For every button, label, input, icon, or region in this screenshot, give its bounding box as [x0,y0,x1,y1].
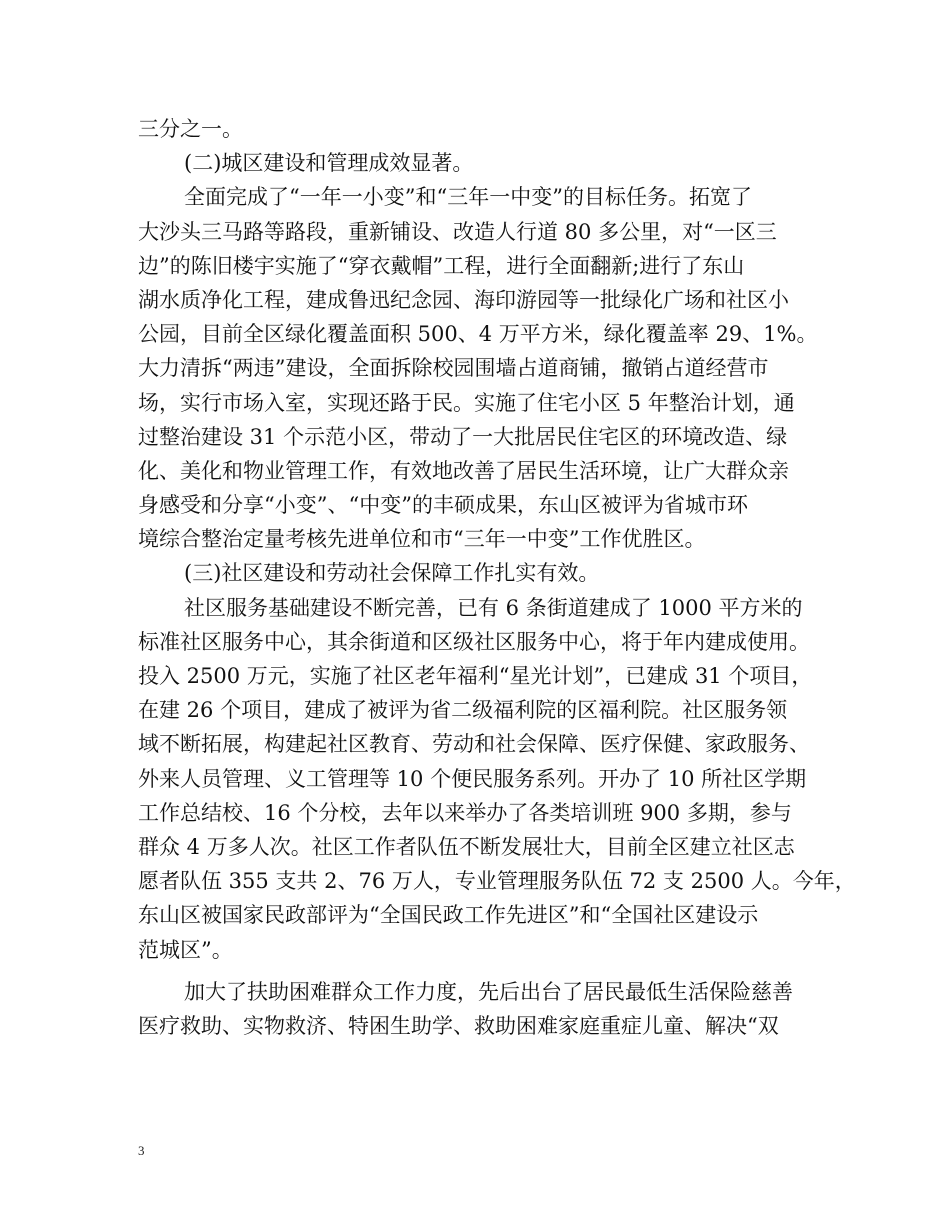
text-line: 加大了扶助困难群众工作力度，先后出台了居民最低生活保险慈善 [184,979,793,1004]
text-line: 标准社区服务中心，其余街道和区级社区服务中心，将于年内建成使用。 [138,629,810,654]
text-line: 医疗救助、实物救济、特困生助学、救助困难家庭重症儿童、解决“双 [138,1013,779,1038]
text-line: 外来人员管理、义工管理等 10 个便民服务系列。开办了 10 所社区学期 [138,766,807,791]
text-line: 边”的陈旧楼宇实施了“穿衣戴帽”工程，进行全面翻新;进行了东山 [138,253,745,278]
text-line: 域不断拓展，构建起社区教育、劳动和社会保障、医疗保健、家政服务、 [138,732,810,757]
text-line: 湖水质净化工程，建成鲁迅纪念园、海印游园等一批绿化广场和社区小 [138,287,789,312]
text-line: 场，实行市场入室，实现还路于民。实施了住宅小区 5 年整治计划，通 [138,390,795,415]
section-heading-3: (三)社区建设和劳动社会保障工作扎实有效。 [184,561,600,586]
text-line: 愿者队伍 355 支共 2、76 万人，专业管理服务队伍 72 支 2500 人。今年， [138,869,856,894]
section-heading-2: (二)城区建设和管理成效显著。 [184,151,474,176]
text-line: 社区服务基础建设不断完善，已有 6 条街道建成了 1000 平方米的 [184,595,803,620]
page-number: 3 [138,1143,145,1158]
text-line: 在建 26 个项目，建成了被评为省二级福利院的区福利院。社区服务领 [138,698,788,723]
text-line: 大沙头三马路等路段，重新铺设、改造人行道 80 多公里，对“一区三 [138,219,777,244]
text-line: 身感受和分享“小变”、“中变”的丰硕成果，东山区被评为省城市环 [138,493,748,518]
text-line: 工作总结校、16 个分校，去年以来举办了各类培训班 900 多期，参与 [138,800,792,825]
document-body [138,112,856,1043]
text-line: 大力清拆“两违”建设，全面拆除校园围墙占道商铺，撤销占道经营市 [138,356,769,381]
text-line: 东山区被国家民政部评为“全国民政工作先进区”和“全国社区建设示 [138,903,759,928]
text-line: 群众 4 万多人次。社区工作者队伍不断发展壮大，目前全区建立社区志 [138,834,795,859]
text-line: 投入 2500 万元，实施了社区老年福利“星光计划”，已建成 31 个项目， [138,664,813,688]
text-line: 范城区”。 [138,937,233,962]
text-line: 过整治建设 31 个示范小区，带动了一大批居民住宅区的环境改造、绿 [138,424,788,449]
text-line: 境综合整治定量考核先进单位和市“三年一中变”工作优胜区。 [138,527,706,552]
text-line: 化、美化和物业管理工作，有效地改善了居民生活环境，让广大群众亲 [138,458,789,483]
text-line: 三分之一。 [138,117,243,141]
text-line: 公园，目前全区绿化覆盖面积 500、4 万平方米，绿化覆盖率 29、1%。 [138,322,818,347]
text-line: 全面完成了“一年一小变”和“三年一中变”的目标任务。拓宽了 [184,185,752,210]
